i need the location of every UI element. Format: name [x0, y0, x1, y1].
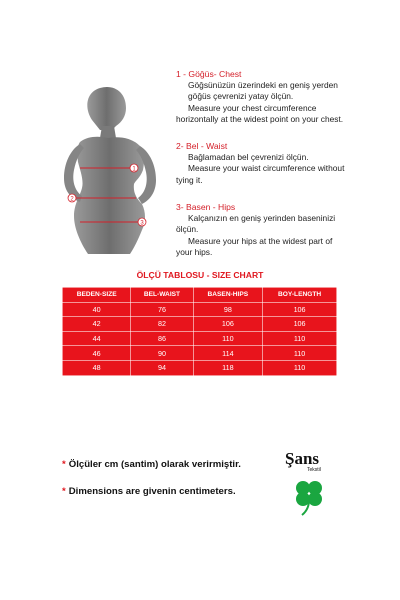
table-cell: 44 — [63, 331, 131, 346]
table-cell: 42 — [63, 317, 131, 332]
clover-icon — [296, 481, 322, 515]
svg-text:3: 3 — [140, 220, 144, 227]
table-cell: 46 — [63, 346, 131, 361]
measure-waist-line: tying it. — [176, 174, 203, 185]
table-row — [63, 331, 337, 346]
table-cell: 110 — [263, 346, 337, 361]
table-cell: 106 — [263, 302, 337, 317]
table-row — [63, 360, 337, 375]
measure-chest-line: göğüs çevrenizi yatay ölçün. — [188, 91, 294, 102]
measure-chest-title: 1 - Göğüs- Chest — [176, 69, 242, 79]
logo-sub: Tekstil — [307, 467, 321, 473]
marker-chest — [130, 164, 138, 172]
table-cell: 76 — [131, 302, 193, 317]
asterisk-icon: * — [62, 459, 66, 470]
table-cell: 114 — [193, 346, 263, 361]
table-cell: 82 — [131, 317, 193, 332]
asterisk-icon: * — [62, 486, 66, 497]
marker-waist — [68, 194, 76, 202]
measure-hips-line: Kalçanızın en geniş yerinden baseninizi — [188, 213, 336, 224]
table-cell: 86 — [131, 331, 193, 346]
measure-hips — [176, 202, 386, 258]
measure-hips-line: Measure your hips at the widest part of — [188, 235, 333, 246]
note-text: Dimensions are givenin centimeters. — [68, 486, 236, 497]
sans-tekstil-logo — [281, 448, 341, 518]
size-chart-title: ÖLÇÜ TABLOSU - SIZE CHART — [136, 270, 264, 280]
measure-hips-line: ölçün. — [176, 224, 199, 235]
measure-waist-title: 2- Bel - Waist — [176, 141, 228, 151]
table-cell: 106 — [263, 317, 337, 332]
table-row — [63, 317, 337, 332]
measure-chest-line: Measure your chest circumference — [188, 102, 317, 113]
table-cell: 118 — [193, 360, 263, 375]
note-text: Ölçüler cm (santim) olarak verirmiştir. — [68, 459, 241, 470]
table-cell: 110 — [193, 331, 263, 346]
table-cell: 110 — [263, 360, 337, 375]
note-units-tr — [62, 459, 241, 470]
measure-waist — [176, 141, 386, 186]
table-cell: 106 — [193, 317, 263, 332]
body-silhouette-figure — [50, 80, 170, 255]
measure-chest — [176, 69, 386, 125]
table-cell: 110 — [263, 331, 337, 346]
marker-hips — [138, 218, 146, 226]
column-header: BEDEN-SIZE — [63, 288, 131, 303]
table-row — [63, 346, 337, 361]
table-cell: 40 — [63, 302, 131, 317]
table-cell: 94 — [131, 360, 193, 375]
svg-text:2: 2 — [70, 196, 74, 203]
measure-chest-line: Göğsünüzün üzerindeki en geniş yerden — [188, 80, 338, 91]
logo-name: Şans — [285, 449, 320, 468]
table-row — [63, 302, 337, 317]
table-header-row — [63, 288, 337, 303]
column-header: BOY-LENGTH — [263, 288, 337, 303]
measure-hips-line: your hips. — [176, 246, 213, 257]
note-units-en — [62, 486, 236, 497]
measure-waist-line: Bağlamadan bel çevrenizi ölçün. — [188, 152, 309, 163]
table-cell: 98 — [193, 302, 263, 317]
measure-chest-line: horizontally at the widest point on your chest. — [176, 113, 344, 124]
column-header: BASEN-HIPS — [193, 288, 263, 303]
measure-hips-title: 3- Basen - Hips — [176, 202, 236, 212]
table-cell: 48 — [63, 360, 131, 375]
size-chart-table — [62, 287, 337, 376]
svg-text:1: 1 — [132, 166, 136, 173]
column-header: BEL-WAIST — [131, 288, 193, 303]
table-cell: 90 — [131, 346, 193, 361]
logo-graphic — [281, 448, 341, 518]
measure-waist-line: Measure your waist circumference without — [188, 163, 345, 174]
